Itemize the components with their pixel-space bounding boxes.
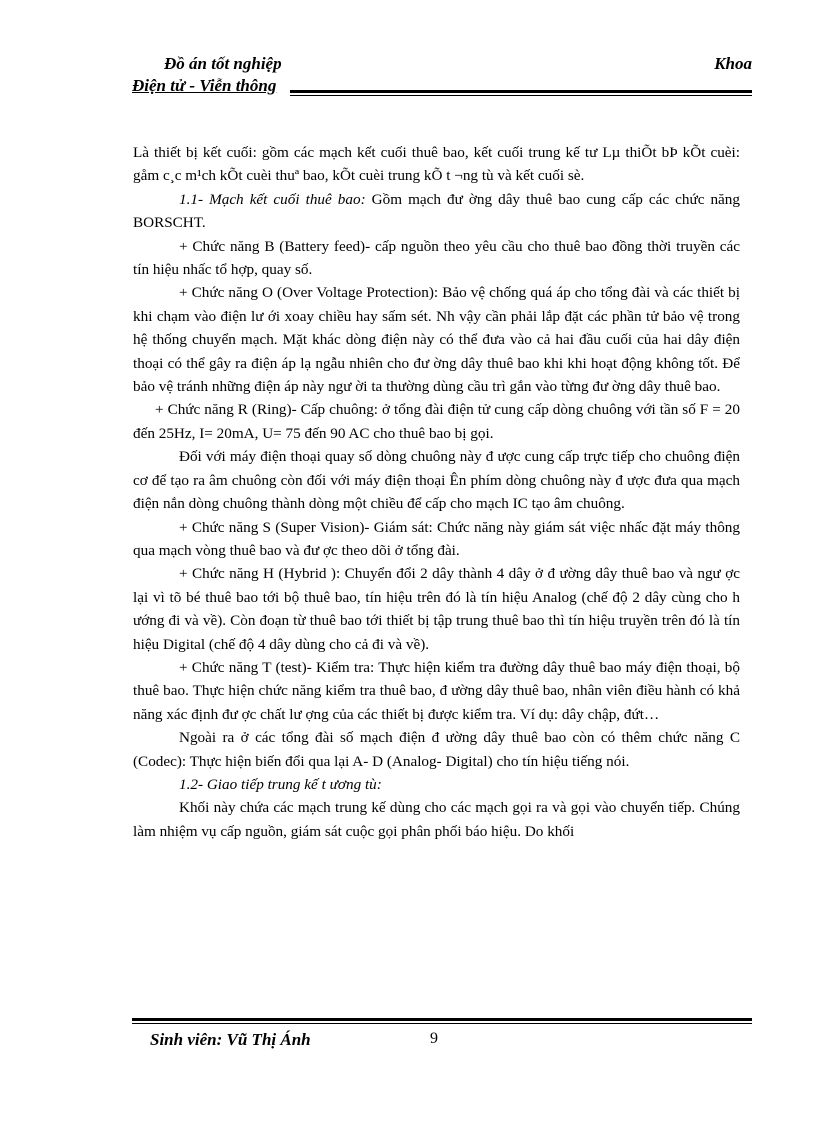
paragraph-battery-feed: + Chức năng B (Battery feed)- cấp nguồn theo yêu cầu cho thuê bao đồng thời truyền các tín hiệu nhấc tổ hợp, quay số. [133,237,740,279]
paragraph-supervision: + Chức năng S (Super Vision)- Giám sát: Chức năng này giám sát việc nhấc đặt máy thông qua mạch vòng thuê bao và đư ợc theo dõi ở tổng đài. [133,518,740,559]
footer-rule [132,1018,752,1021]
document-title: Đồ án tốt nghiệp [164,54,282,73]
section-1-1 [133,188,740,235]
faculty-label: Khoa [714,54,752,73]
paragraph-test: + Chức năng T (test)- Kiểm tra: Thực hiện kiểm tra đường dây thuê bao máy điện thoại, bộ thuê bao. Thực hiện chức năng kiểm tra thuê bao, đ ường dây thuê bao, nhân viên điều hành có khả năng xác định đư ợc chất lư ợng của các thiết bị được kiểm tra. Ví dụ: dây chập, đứt… [133,658,740,723]
document-body [133,141,740,843]
paragraph-intro: Là thiết bị kết cuối: gồm các mạch kết cuối thuê bao, kết cuối trung kế tư Lµ thiÕt bÞ kÕt cuèi: gåm c¸c m¹ch kÕt cuèi thuª bao, kÕt cuèi trung kÕ t ¬ng tù và kết cuối sè. [133,144,740,185]
section-1-1-heading: 1.1- Mạch kết cuối thuê bao: [179,190,366,208]
section-1-2-heading: 1.2- Giao tiếp trung kế t ương tù: [179,775,382,793]
page-header [132,52,752,100]
paragraph-over-voltage: + Chức năng O (Over Voltage Protection): Bảo vệ chống quá áp cho tổng đài và các thiết bị khi chạm vào điện lư ới xoay chiều hay sấm sét. Nh vậy cần phải lắp đặt các phần tử bảo vệ trong hệ thống chuyển mạch. Mặt khác dòng điện này có thể đưa vào cả hai đầu cuối của hai dây điện thoại có thể gây ra điện áp lạ ngẫu nhiên cho đư ờng dây thuê bao khi khi hoạt động không tốt. Để bảo vệ tránh những điện áp này ngư ời ta thường dùng cầu trì gắn vào từng đư ờng dây thuê bao. [133,284,740,396]
page-footer [132,1018,752,1058]
paragraph-ring-detail: Đối với máy điện thoại quay số dòng chuông này đ ược cung cấp trực tiếp cho chuông điện cơ để tạo ra âm chuông còn đối với máy điện thoại Ên phím dòng chuông này đ ược đưa qua mạch điện nắn dòng chuông thành dòng một chiều để cấp cho mạch IC tạo âm chuông. [133,448,740,513]
header-rule [290,90,752,96]
department-label: Điện tử - Viễn thông [132,76,277,95]
student-name: Sinh viên: Vũ Thị Ánh [150,1030,311,1049]
paragraph-codec: Ngoài ra ở các tổng đài số mạch điện đ ường dây thuê bao còn có thêm chức năng C (Codec): Thực hiện biến đổi qua lại A- D (Analog- Digital) cho tín hiệu tiếng nói. [133,729,740,770]
paragraph-hybrid: + Chức năng H (Hybrid ): Chuyển đổi 2 dây thành 4 dây ở đ ường dây thuê bao và ngư ợc lại vì tõ bé thuê bao tới bộ thuê bao, tín hiệu trên đó là tín hiệu Analog (chế độ 2 dây cùng cho h ướng đi và về). Còn đoạn từ thuê bao tới thiết bị tập trung thuê bao thì tín hiệu truyền trên đó là tín hiệu Digital (chế độ 4 dây dùng cho cả đi và về). [133,565,740,653]
page-number: 9 [430,1030,438,1047]
paragraph-ring: + Chức năng R (Ring)- Cấp chuông: ở tổng đài điện tử cung cấp dòng chuông với tần số F = 20 đến 25Hz, I= 20mA, U= 75 đến 90 AC cho thuê bao bị gọi. [133,401,740,442]
section-1-1-text: Gồm mạch đư ờng dây thuê bao cung cấp các chức năng BORSCHT. [133,190,740,232]
paragraph-trunk: Khối này chứa các mạch trung kế dùng cho các mạch gọi ra và gọi vào chuyển tiếp. Chúng làm nhiệm vụ cấp nguồn, giám sát cuộc gọi phân phối báo hiệu. Do khối [133,799,740,840]
